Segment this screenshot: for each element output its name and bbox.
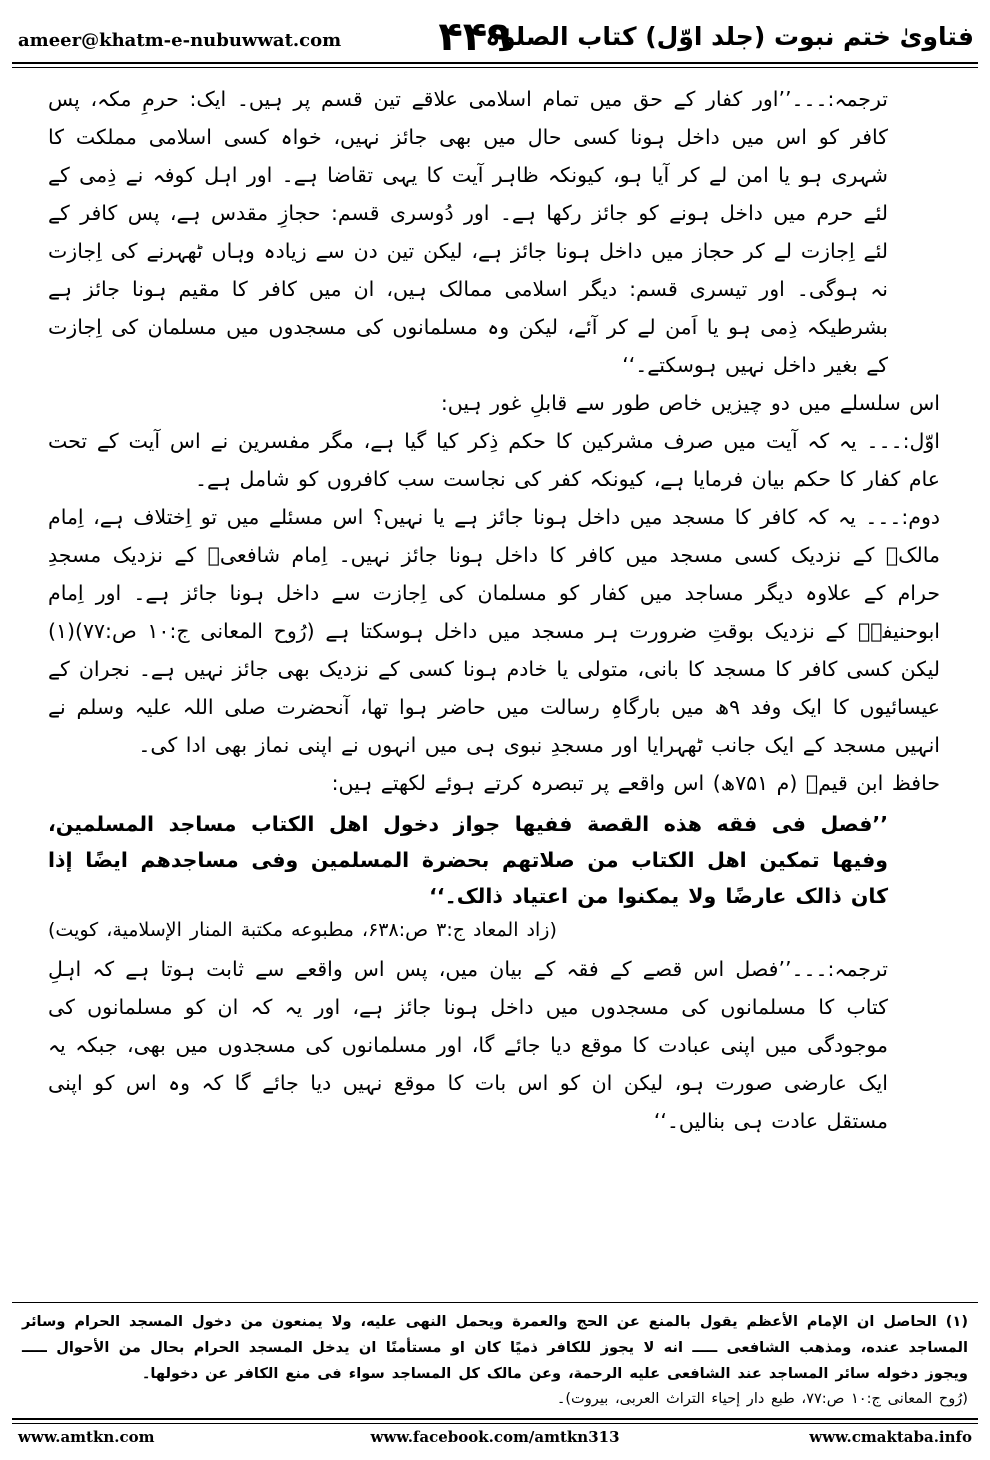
paragraph-first-point: اوّل:۔۔۔ یہ کہ آیت میں صرف مشرکین کا حکم ذِکر کیا گیا ہے، مگر مفسرین نے اس آیت کے تحت عام کفار کا حکم بیان فرمایا ہے، کیونکہ کفر کی نجاست سب کافروں کو شامل ہے۔ <box>48 429 940 491</box>
paragraph-intro: اس سلسلے میں دو چیزیں خاص طور سے قابلِ غور ہیں: <box>440 391 940 415</box>
paragraph-ibn-qayyim-intro: حافظ ابن قیمؒ (م ۷۵۱ھ) اس واقعے پر تبصرہ کرتے ہوئے لکھتے ہیں: <box>331 771 940 795</box>
arabic-quotation: ’’فصل فی فقه هذه القصة ففیها جواز دخول اهل الکتاب مساجد المسلمین، وفیها تمکین اهل الکتاب من صلاتهم بحضرة المسلمین وفی مساجدهم ایضًا إذا کان ذالک عارضًا ولا یمکنوا من اعتیاد ذالک۔‘‘ <box>48 812 888 908</box>
header-email: ameer@khatm-e-nubuwwat.com <box>18 30 342 51</box>
footnotes <box>22 1309 968 1412</box>
footer-link-facebook[interactable]: www.facebook.com/amtkn313 <box>370 1428 620 1446</box>
page-body <box>48 80 940 1370</box>
header-rule <box>12 62 978 64</box>
footnote-text: (۱) الحاصل ان الإمام الأعظم یقول بالمنع عن الحج والعمرة ویحمل النهی علیه، ولا یمنعون من دخول المسجد الحرام وسائر المساجد عنده، ومذهب الشافعی ـــــ انه لا یجوز للکافر ذمیًا کان او مستأمنًا ان یدخل المسجد الحرام بحال من الأحوال ـــــ ویجوز دخوله سائر المساجد عند الشافعی علیه الرحمة، وعن مالک کل المساجد سواء فی منع الکافر عن دخولها۔ <box>22 1313 968 1382</box>
paragraph-second-point: دوم:۔۔۔ یہ کہ کافر کا مسجد میں داخل ہونا جائز ہے یا نہیں؟ اس مسئلے میں تو اِختلاف ہے، اِمام مالکؒ کے نزدیک کسی مسجد میں کافر کا داخل ہونا جائز نہیں۔ اِمام شافعیؒ کے نزدیک مسجدِ حرام کے علاوہ دیگر مساجد میں کفار کو مسلمان کی اِجازت سے داخل ہونا جائز ہے۔ اور اِمام ابوحنیفہؒ کے نزدیک بوقتِ ضرورت ہر مسجد میں داخل ہوسکتا ہے (رُوح المعانی ج:۱۰ ص:۷۷)(۱) لیکن کسی کافر کا مسجد کا بانی، متولی یا خادم ہونا کسی کے نزدیک بھی جائز نہیں ہے۔ نجران کے عیسائیوں کا ایک وفد ۹ھ میں بارگاہِ رسالت میں حاضر ہوا تھا، آنحضرت صلی اللہ علیہ وسلم نے انہیں مسجد کے ایک جانب ٹھہرایا اور مسجدِ نبوی ہی میں انہوں نے اپنی نماز بھی ادا کی۔ <box>48 505 940 757</box>
footer-link-amtkn[interactable]: www.amtkn.com <box>18 1428 155 1446</box>
book-title: فتاویٰ ختم نبوت (جلد اوّل) کتاب الصلوٰۃ <box>485 22 974 51</box>
page-header <box>0 0 990 72</box>
translation-paragraph-2: ترجمہ:۔۔۔’’فصل اس قصے کے فقہ کے بیان میں، پس اس واقعے سے ثابت ہوتا ہے کہ اہلِ کتاب کا مسلمانوں کی مسجدوں میں داخل ہونا جائز ہے، اور یہ کہ ان کو مسلمانوں کی موجودگی میں اپنی عبادت کا موقع دیا جائے گا، اور مسلمانوں کی مسجدوں میں بھی، جبکہ یہ ایک عارضی صورت ہو، لیکن ان کو اس بات کا موقع نہیں دیا جائے گا کہ وہ اس کو اپنی مستقل عادت ہی بنالیں۔‘‘ <box>48 957 888 1133</box>
footer-link-cmaktaba[interactable]: www.cmaktaba.info <box>809 1428 972 1446</box>
header-rule-thin <box>12 67 978 68</box>
footnote-reference: (رُوح المعانی ج:۱۰ ص:۷۷، طبع دار إحیاء التراث العربی، بیروت)۔ <box>556 1390 968 1408</box>
page-number: ۴۴۹ <box>438 14 512 60</box>
footnote-rule <box>12 1302 978 1303</box>
footer-rule <box>12 1418 978 1420</box>
translation-paragraph-1: ترجمہ:۔۔۔’’اور کفار کے حق میں تمام اسلامی علاقے تین قسم پر ہیں۔ ایک: حرمِ مکہ، پس کافر کو اس میں داخل ہونا کسی حال میں بھی جائز نہیں، خواہ کسی اسلامی مملکت کا شہری ہو یا امن لے کر آیا ہو، کیونکہ ظاہر آیت کا یہی تقاضا ہے۔ اور اہل کوفہ نے ذِمی کے لئے حرم میں داخل ہونے کو جائز رکھا ہے۔ اور دُوسری قسم: حجازِ مقدس ہے، پس کافر کے لئے اِجازت لے کر حجاز میں داخل ہونا جائز ہے، لیکن تین دن سے زیادہ وہاں ٹھہرنے کی اِجازت نہ ہوگی۔ اور تیسری قسم: دیگر اسلامی ممالک ہیں، ان میں کافر کا مقیم ہونا جائز ہے بشرطیکہ ذِمی ہو یا اَمن لے کر آئے، لیکن وہ مسلمانوں کی مسجدوں میں مسلمان کی اِجازت کے بغیر داخل نہیں ہوسکتے۔‘‘ <box>48 87 888 377</box>
quotation-reference: (زاد المعاد ج:۳ ص:۶۳۸، مطبوعه مکتبة المنار الإسلامیة، کویت) <box>48 919 557 941</box>
footer-rule-thin <box>12 1423 978 1424</box>
